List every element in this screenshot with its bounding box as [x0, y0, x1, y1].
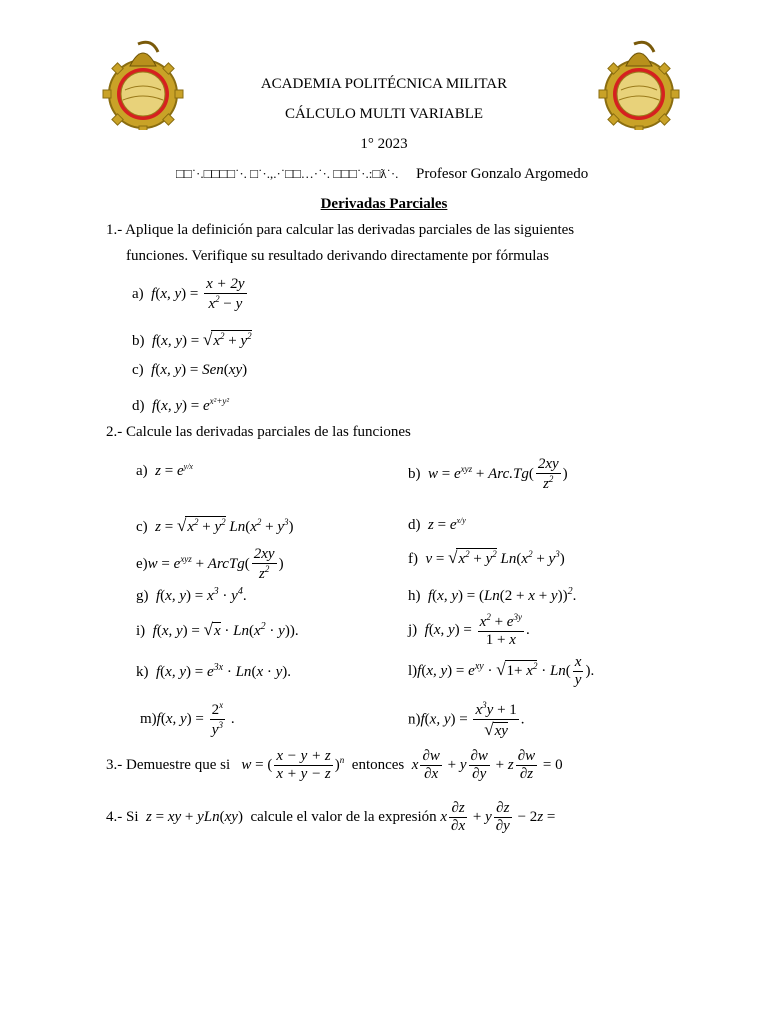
q2-statement: 2.- Calcule las derivadas parciales de las funciones: [106, 424, 411, 440]
q2f-formula: f) $v = √x^2 + y^2$ $Ln(x^2 + y^3)$: [408, 548, 565, 567]
q1d-formula: d) f(x, $y) = e^{x^2+y^2}$: [132, 396, 230, 414]
q2m-formula: m)f(x, y) = $\frac{2^x}{y^3}$ .: [140, 700, 235, 739]
q1d-label: d): [132, 398, 145, 414]
q3-statement: 3.- Demuestre que si w = ( $\frac{x - y + z}{x + y - z}$ )$^n$ entonces x $\frac{\partial w}{\partial x}$ + y $\frac{\partial w}{\partial y}$ + z $\frac{\partial w}{\partial z}$ = 0: [106, 748, 563, 783]
institution-title: ACADEMIA POLITÉCNICA MILITAR: [260, 76, 508, 92]
q1c-formula: c) f(x, y) = Sen(xy): [132, 362, 248, 378]
q2i-formula: i) f(x, $y) = √x \cdot Ln(x^2 \cdot y)$).: [136, 620, 299, 639]
q2d-formula: d) $z = e^{x/y}$: [408, 516, 466, 533]
q2a-formula: a) $z = e^{y/x}$: [136, 462, 193, 479]
q1b-label: b): [132, 333, 145, 349]
q1a-label: a): [132, 286, 144, 303]
course-title: CÁLCULO MULTI VARIABLE: [284, 106, 484, 122]
q2c-formula: c) $z = √x^2 + y^2$ $Ln(x^2 + y^3)$: [136, 516, 294, 535]
professor-name: Profesor Gonzalo Argomedo: [416, 166, 589, 182]
q2b-formula: b) $w = e^{xyz} + Arc.Tg$( $\frac{2xy}{z^2}$ ): [408, 456, 568, 493]
garbled-text: □□˙·.□□□□˙·. □˙·.,.·˙□□…·˙·. □□□˙·.:□ƛ˙·.: [176, 166, 399, 181]
q2j-formula: j) f(x, y) = $\frac{x^2 + e^{3y}}{1 + x}$ .: [408, 612, 530, 649]
q4-statement: 4.- Si z = xy + yLn(xy) calcule el valor de la expresión x $\frac{\partial z}{\partial x}$ + y $\frac{\partial z}{\partial y}$ − 2z =: [106, 800, 556, 835]
q2n-formula: n)f(x, y) = $\frac{x^3y + 1}{√xy}$ .: [408, 700, 525, 740]
q1c-label: c): [132, 362, 144, 378]
q1-statement-line1: 1.- Aplique la definición para calcular las derivadas parciales de las siguientes: [106, 222, 575, 238]
q2g-formula: g) f(x, $y) = x^3 \cdot y^4$.: [136, 586, 247, 604]
section-title: Derivadas Parciales: [320, 196, 448, 212]
q2h-formula: h) f(x, $y) = (Ln(2 + x + y))^2$.: [408, 586, 577, 604]
q2l-formula: l)f(x, $y) = e^{xy} \cdot √1+ x^2 \cdot Ln$( $\frac{x}{y}$ ).: [408, 654, 595, 689]
q2e-formula: $e)w = e^{xyz}$ + ArcTg( $\frac{2xy}{z^2}$ ): [136, 546, 284, 583]
q1b-formula: b) f(x, $y) = √x^2 + y^2$: [132, 330, 252, 349]
q2k-formula: k) f(x, $y) = e^{3x} \cdot Ln(x \cdot y)$.: [136, 662, 292, 680]
q1-statement-line2: funciones. Verifique su resultado derivando directamente por fórmulas: [126, 248, 549, 264]
q1a-formula: a) f(x, y) = $\frac{x + 2y}{x^2 - y}$: [132, 276, 245, 313]
term-label: 1° 2023: [360, 136, 408, 152]
